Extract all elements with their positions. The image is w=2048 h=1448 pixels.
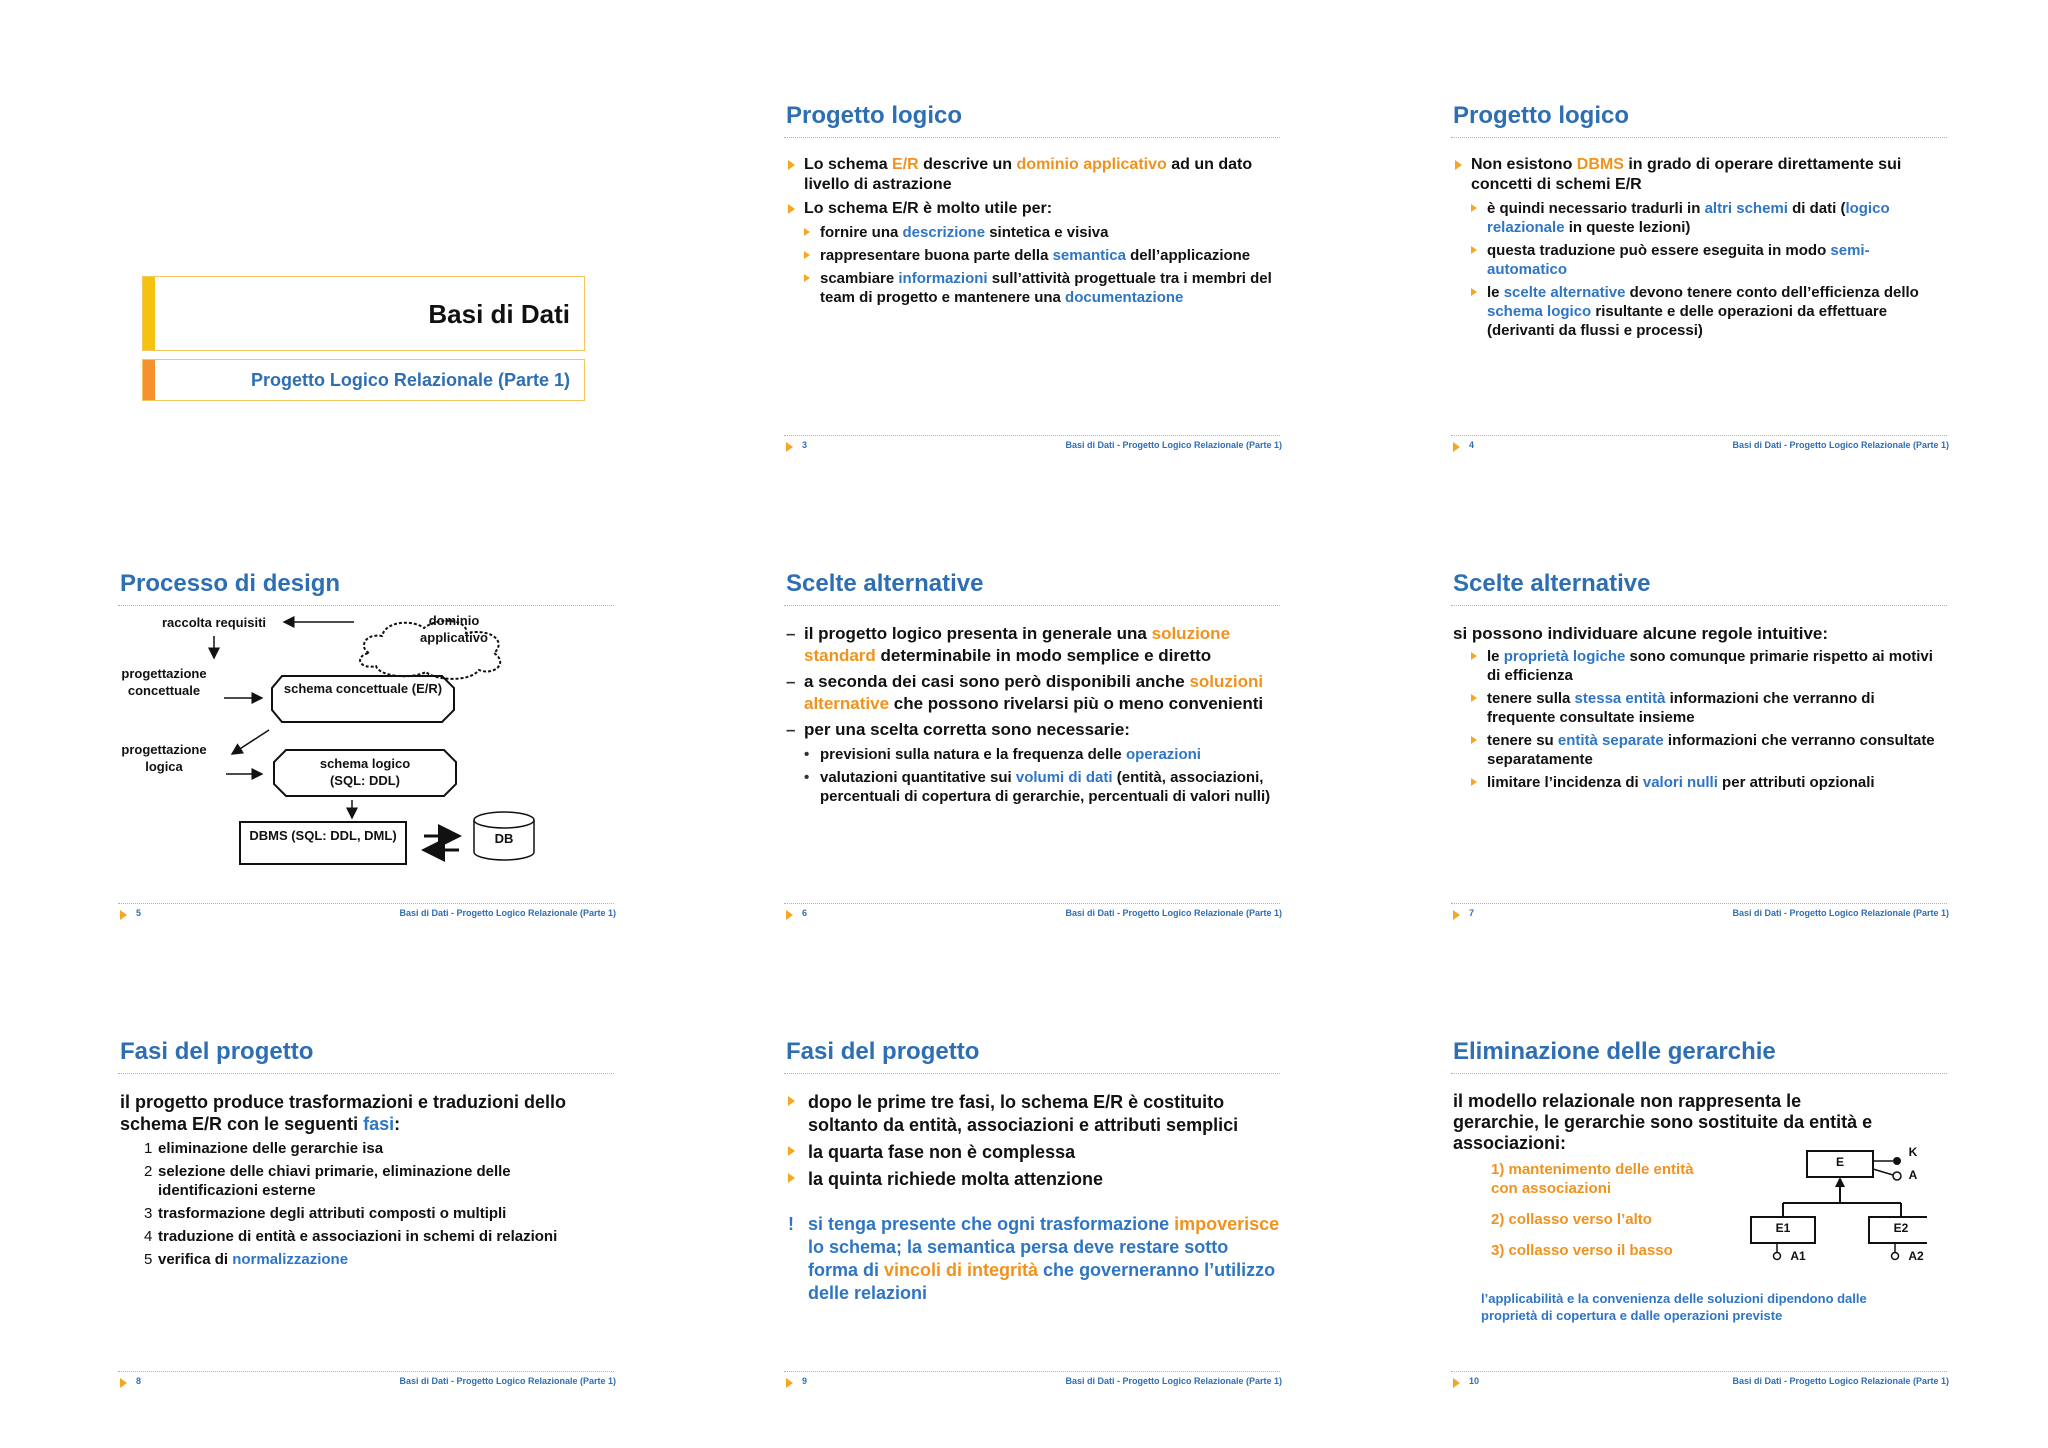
- sub-bullet: tenere su entità separate informazioni che verranno consultate separatamente: [1469, 731, 1947, 769]
- db-cylinder-top: [474, 812, 534, 828]
- sub-bullet: questa traduzione può essere eseguita in modo semi-automatico: [1469, 241, 1947, 279]
- slide-9: [780, 1016, 1292, 1416]
- slide-body: [120, 1091, 614, 1273]
- page-number: 3: [802, 440, 808, 450]
- bullet: dopo le prime tre fasi, lo schema E/R è costituito soltanto da entità, associazioni e attributi semplici: [786, 1091, 1280, 1137]
- sub-bullet: rappresentare buona parte della semantica dell’applicazione: [802, 246, 1280, 265]
- footer-arrow-icon: [1453, 910, 1460, 920]
- title-divider: [784, 605, 1280, 606]
- slide-body: [786, 1091, 1280, 1305]
- title-divider: [118, 605, 614, 606]
- bullet: la quinta richiede molta attenzione: [786, 1168, 1280, 1191]
- phase-item: 1 eliminazione delle gerarchie isa: [144, 1140, 384, 1157]
- cover-title: Basi di Dati: [428, 299, 570, 329]
- footer-text: Basi di Dati - Progetto Logico Relazionale (Parte 1): [1065, 908, 1282, 918]
- title-divider: [1451, 605, 1947, 606]
- slide-title: Eliminazione delle gerarchie: [1453, 1038, 1776, 1065]
- sub-bullet: • valutazioni quantitative sui volumi di dati (entità, associazioni, percentuali di copertura di gerarchie, percentuali di valori nulli): [802, 768, 1280, 806]
- dominio-applicativo-label: dominio applicativo: [420, 613, 488, 645]
- sub-bullet: fornire una descrizione sintetica e visiva: [802, 223, 1280, 242]
- bullet: Non esistono DBMS in grado di operare direttamente sui concetti di schemi E/R: [1453, 155, 1947, 195]
- slide-5: [114, 548, 626, 948]
- attr-dot: [1893, 1172, 1901, 1180]
- footer-text: Basi di Dati - Progetto Logico Relazionale (Parte 1): [1732, 908, 1949, 918]
- schema-logico-label: schema logico (SQL: DDL): [319, 756, 411, 788]
- cover-subtitle-box: [142, 359, 585, 401]
- sub-bullet: è quindi necessario tradurli in altri schemi di dati (logico relazionale in queste lezioni): [1469, 199, 1947, 237]
- warning-icon: !: [788, 1214, 794, 1234]
- sub-bullet: le proprietà logiche sono comunque primarie rispetto ai motivi di efficienza: [1469, 647, 1947, 685]
- attr-dot: [1892, 1253, 1899, 1260]
- attribute-a2-label: A2: [1908, 1249, 1924, 1263]
- page-number: 7: [1469, 908, 1475, 918]
- page-number: 5: [136, 908, 142, 918]
- slide-8: [114, 1016, 626, 1416]
- warning-note: ! si tenga presente che ogni trasformazione impoverisce lo schema; la semantica persa deve restare sotto forma di vincoli di integrità che governeranno l’utilizzo delle relazioni: [788, 1214, 1280, 1303]
- slide-title: Scelte alternative: [1453, 570, 1651, 597]
- footer-arrow-icon: [786, 1378, 793, 1388]
- footer-arrow-icon: [786, 442, 793, 452]
- footer-divider: [1451, 435, 1947, 436]
- progettazione-concettuale-label: progettazione concettuale: [121, 666, 207, 698]
- page-number: 10: [1469, 1376, 1480, 1386]
- note-text: l’applicabilità e la convenienza delle soluzioni dipendono dalle proprietà di copertura e dalle operazioni previste: [1481, 1291, 1867, 1323]
- option-2: 2) collasso verso l’alto: [1491, 1211, 1652, 1228]
- phase-item: 3 trasformazione degli attributi composti o multipli: [144, 1205, 507, 1222]
- title-divider: [784, 137, 1280, 138]
- footer-arrow-icon: [1453, 442, 1460, 452]
- footer-arrow-icon: [120, 1378, 127, 1388]
- slide-7: [1447, 548, 1959, 948]
- footer-divider: [1451, 1371, 1947, 1372]
- progettazione-logica-label: progettazione logica: [121, 742, 207, 774]
- intro-text: il modello relazionale non rappresenta le gerarchie, le gerarchie sono sostituite da entità e associazioni:: [1453, 1091, 1873, 1153]
- slide-body: [1453, 623, 1947, 796]
- phase-list: [120, 1139, 614, 1269]
- bullet: Lo schema E/R è molto utile per:: [786, 199, 1280, 219]
- key-dot: [1893, 1157, 1901, 1165]
- key-label: K: [1908, 1145, 1918, 1159]
- slide-3: [780, 80, 1292, 480]
- phase-item: 2 selezione delle chiavi primarie, eliminazione delle identificazioni esterne: [144, 1163, 511, 1199]
- bullet: – per una scelta corretta sono necessarie:: [786, 719, 1280, 741]
- footer-text: Basi di Dati - Progetto Logico Relazionale (Parte 1): [1732, 1376, 1949, 1386]
- intro-text: il progetto produce trasformazioni e traduzioni dello schema E/R con le seguenti fasi:: [120, 1092, 567, 1134]
- bullet: – il progetto logico presenta in generale una soluzione standard determinabile in modo semplice e diretto: [786, 623, 1280, 667]
- dbms-label: DBMS (SQL: DDL, DML): [249, 828, 397, 843]
- footer-divider: [784, 435, 1280, 436]
- sub-bullet: tenere sulla stessa entità informazioni che verranno di frequente consultate insieme: [1469, 689, 1947, 727]
- hierarchy-diagram: [1727, 1131, 1927, 1261]
- phase-item: 4 traduzione di entità e associazioni in schemi di relazioni: [144, 1228, 558, 1245]
- arrow: [232, 730, 269, 754]
- attr-link: [1873, 1169, 1893, 1175]
- slide-6: [780, 548, 1292, 948]
- bullet: – a seconda dei casi sono però disponibili anche soluzioni alternative che possono rivelarsi più o meno convenienti: [786, 671, 1280, 715]
- title-divider: [1451, 137, 1947, 138]
- slide-title: Progetto logico: [1453, 102, 1629, 129]
- title-divider: [784, 1073, 1280, 1074]
- slide-title: Processo di design: [120, 570, 341, 597]
- slide-4: [1447, 80, 1959, 480]
- slide-title: Fasi del progetto: [786, 1038, 980, 1065]
- footer-divider: [784, 1371, 1280, 1372]
- entity-e1-label: E1: [1775, 1221, 1791, 1235]
- slide-body: [1453, 155, 1947, 344]
- cover-title-bar: [143, 277, 155, 350]
- option-3: 3) collasso verso il basso: [1491, 1242, 1673, 1259]
- page-number: 8: [136, 1376, 142, 1386]
- sub-bullet: • previsioni sulla natura e la frequenza delle operazioni: [802, 745, 1280, 764]
- footer-divider: [118, 903, 614, 904]
- cover-subtitle-bar: [143, 360, 155, 400]
- title-divider: [118, 1073, 614, 1074]
- schema-concettuale-label: schema concettuale (E/R): [283, 681, 443, 696]
- bullet: la quarta fase non è complessa: [786, 1141, 1280, 1164]
- slide-title: Progetto logico: [786, 102, 962, 129]
- page-number: 4: [1469, 440, 1475, 450]
- slide-title: Fasi del progetto: [120, 1038, 314, 1065]
- cover-subtitle: Progetto Logico Relazionale (Parte 1): [250, 370, 570, 390]
- db-label: DB: [494, 831, 514, 846]
- sub-bullet: scambiare informazioni sull’attività progettuale tra i membri del team di progetto e mantenere una documentazione: [802, 269, 1280, 307]
- sub-bullet: limitare l’incidenza di valori nulli per attributi opzionali: [1469, 773, 1947, 792]
- footer-text: Basi di Dati - Progetto Logico Relazionale (Parte 1): [399, 1376, 616, 1386]
- bullet: Lo schema E/R descrive un dominio applicativo ad un dato livello di astrazione: [786, 155, 1280, 195]
- attr-dot: [1774, 1253, 1781, 1260]
- entity-e2-label: E2: [1893, 1221, 1909, 1235]
- sub-bullet: le scelte alternative devono tenere conto dell’efficienza dello schema logico risultante e delle operazioni da effettuare (derivanti da flussi e processi): [1469, 283, 1947, 340]
- footer-arrow-icon: [120, 910, 127, 920]
- title-divider: [1451, 1073, 1947, 1074]
- footer-text: Basi di Dati - Progetto Logico Relazionale (Parte 1): [399, 908, 616, 918]
- cover-title-box: [142, 276, 585, 351]
- option-list: [1491, 1160, 1711, 1260]
- footer-text: Basi di Dati - Progetto Logico Relazionale (Parte 1): [1065, 1376, 1282, 1386]
- footer-text: Basi di Dati - Progetto Logico Relazionale (Parte 1): [1065, 440, 1282, 450]
- slide-10: [1447, 1016, 1959, 1416]
- intro-text: si possono individuare alcune regole intuitive:: [1453, 624, 1829, 643]
- footer-divider: [784, 903, 1280, 904]
- raccolta-requisiti-label: raccolta requisiti: [161, 615, 267, 630]
- isa-arrowhead: [1835, 1177, 1845, 1187]
- attribute-a1-label: A1: [1790, 1249, 1806, 1263]
- phase-item: 5 verifica di normalizzazione: [144, 1251, 349, 1268]
- slide-title: Scelte alternative: [786, 570, 984, 597]
- slide-body: [786, 623, 1280, 810]
- page-number: 9: [802, 1376, 808, 1386]
- entity-e-label: E: [1835, 1155, 1844, 1169]
- footer-text: Basi di Dati - Progetto Logico Relazionale (Parte 1): [1732, 440, 1949, 450]
- footer-arrow-icon: [1453, 1378, 1460, 1388]
- page-number: 6: [802, 908, 808, 918]
- footer-divider: [1451, 903, 1947, 904]
- attribute-label: A: [1908, 1168, 1918, 1182]
- option-1: 1) mantenimento delle entità con associazioni: [1491, 1161, 1694, 1197]
- slide-body: [786, 155, 1280, 311]
- footer-divider: [118, 1371, 614, 1372]
- footer-arrow-icon: [786, 910, 793, 920]
